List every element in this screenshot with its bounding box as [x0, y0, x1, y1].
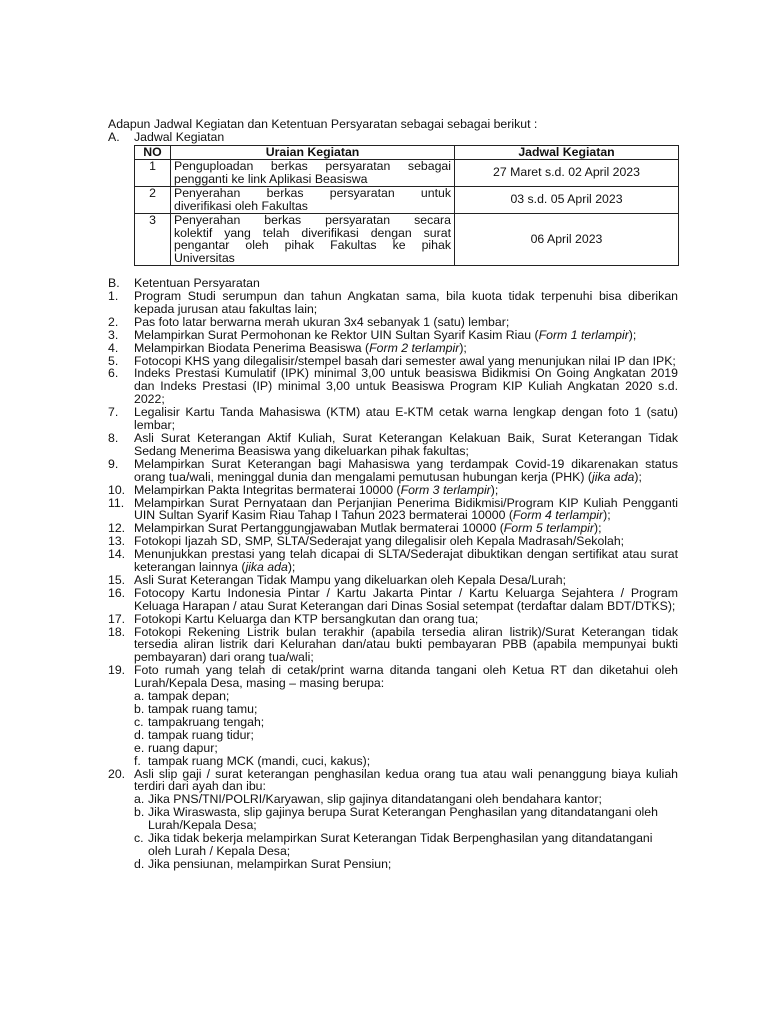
- requirement-number: 1.: [108, 289, 119, 303]
- requirement-number: 4.: [108, 340, 119, 355]
- sub-item-text: Jika Wiraswasta, slip gajinya berupa Surat Keterangan Penghasilan yang ditandatangani oleh Lurah/Kepala Desa;: [148, 805, 658, 833]
- requirement-number: 2.: [108, 314, 119, 329]
- requirement-number: 15.: [108, 572, 126, 587]
- row-description: [171, 160, 455, 187]
- section-a-label: A.: [108, 129, 120, 144]
- row-description: [171, 213, 455, 266]
- requirement-segment: Menunjukkan prestasi yang telah dicapai di SLTA/Sederajat dibuktikan dengan sertifikat atau surat keterangan lainnya (: [134, 547, 678, 575]
- section-b-title: Ketentuan Persyaratan: [134, 276, 260, 290]
- sub-item-text: tampak ruang tamu;: [148, 702, 258, 716]
- requirement-text: [134, 432, 678, 458]
- requirement-segment: Fotocopi KHS yang dilegalisir/stempel basah dari semester awal yang menunjukan nilai IP dan IPK;: [134, 353, 676, 368]
- requirement-segment: Legalisir Kartu Tanda Mahasiswa (KTM) atau E-KTM cetak warna lengkap dengan foto 1 (satu) lembar;: [134, 405, 678, 433]
- requirement-segment: Melampirkan Surat Pernyataan dan Perjanjian Penerima Bidikmisi/Program KIP Kuliah Pengganti UIN Sultan Syarif Kasim Riau Tahap I Tahun 2023 bermaterai 10000 (: [134, 495, 678, 523]
- requirement-segment: Melampirkan Pakta Integritas bermaterai 10000 (: [134, 482, 401, 497]
- sub-item-letter: d.: [134, 727, 145, 742]
- requirement-number: 7.: [108, 405, 119, 420]
- requirement-text: [134, 768, 678, 794]
- sub-item-letter: b.: [134, 805, 145, 820]
- requirement-number: 6.: [108, 366, 119, 381]
- sub-item-text: Jika PNS/TNI/POLRI/Karyawan, slip gajinya ditandatangani oleh bendahara kantor;: [148, 792, 602, 807]
- requirement-item: [108, 587, 678, 613]
- requirement-segment: );: [628, 327, 637, 342]
- schedule-table: [134, 145, 679, 266]
- requirement-segment: Fotokopi Ijazah SD, SMP, SLTA/Sederajat yang dilegalisir oleh Kepala Madrasah/Sekolah;: [134, 534, 625, 549]
- requirement-segment: Fotocopy Kartu Indonesia Pintar / Kartu Jakarta Pintar / Kartu Keluarga Sejahtera / Program Keluaga Harapan / atau Surat Keterangan dari Dinas Sosial setempat (terdaftar dalam BDT/DTKS);: [134, 585, 678, 613]
- requirement-item: [108, 548, 678, 574]
- schedule-row: [135, 186, 679, 213]
- requirement-number: 17.: [108, 611, 126, 626]
- requirement-number: 9.: [108, 456, 119, 471]
- requirement-item: [108, 290, 678, 316]
- requirement-segment: );: [594, 521, 602, 536]
- header-jadwal: Jadwal Kegiatan: [455, 146, 679, 160]
- description-line: Penyerahan berkas persyaratan untuk: [174, 185, 451, 200]
- requirement-item: [108, 432, 678, 458]
- row-schedule: 06 April 2023: [455, 213, 679, 266]
- requirement-segment: );: [634, 469, 642, 484]
- requirement-item: [108, 406, 678, 432]
- requirement-number: 10.: [108, 482, 126, 497]
- requirement-segment: Asli Surat Keterangan Tidak Mampu yang dikeluarkan oleh Kepala Desa/Lurah;: [134, 572, 567, 587]
- requirement-text: [134, 458, 678, 484]
- sub-item-text: tampak ruang tidur;: [148, 727, 254, 742]
- requirement-segment: Foto rumah yang telah di cetak/print warna ditanda tangani oleh Ketua RT dan diketahui oleh Lurah/Kepala Desa, masing – masing berupa:: [134, 663, 678, 691]
- requirement-emphasis: Form 2 terlampir: [369, 340, 460, 355]
- sub-item-text: tampak ruang MCK (mandi, cuci, kakus);: [148, 753, 371, 768]
- sub-item-letter: c.: [134, 831, 144, 846]
- requirement-segment: Fotokopi Rekening Listrik bulan terakhir (apabila tersedia aliran listrik)/Surat Keterangan tidak tersedia aliran listrik dari Kelurahan dan/atau bukti pembayaran PBB (apabila mempunyai bukti pembayaran) dari orang tua/wali;: [134, 624, 678, 665]
- sub-item: [108, 729, 678, 742]
- sub-item-text: tampak depan;: [148, 689, 230, 704]
- schedule-row: [135, 160, 679, 187]
- requirement-number: 20.: [108, 766, 126, 781]
- requirement-item: [108, 367, 678, 406]
- requirement-text: [134, 290, 678, 316]
- sub-item-letter: a.: [134, 689, 145, 704]
- header-uraian: Uraian Kegiatan: [171, 146, 455, 160]
- requirement-item: [108, 458, 678, 484]
- sub-item-letter: a.: [134, 792, 145, 807]
- requirement-emphasis: jika ada: [592, 469, 635, 484]
- requirement-number: 8.: [108, 430, 119, 445]
- intro-text: Adapun Jadwal Kegiatan dan Ketentuan Persyaratan sebagai sebagai berikut :: [108, 117, 538, 131]
- description-line: pengganti ke link Aplikasi Beasiswa: [174, 171, 368, 186]
- requirement-segment: Melampirkan Surat Permohonan ke Rektor UIN Sultan Syarif Kasim Riau (: [134, 327, 539, 342]
- section-a-heading: [108, 131, 678, 144]
- requirement-segment: Pas foto latar berwarna merah ukuran 3x4 sebanyak 1 (satu) lembar;: [134, 314, 510, 329]
- row-number: 3: [135, 213, 171, 266]
- description-line: Penguploadan berkas persyaratan sebagai: [174, 159, 451, 173]
- sub-item: [108, 742, 678, 755]
- requirement-text: [134, 587, 678, 613]
- requirement-segment: Asli Surat Keterangan Aktif Kuliah, Surat Keterangan Kelakuan Baik, Surat Keterangan Tidak Sedang Menerima Beasiswa yang dikeluarkan pihak fakultas;: [134, 430, 678, 458]
- requirement-number: 14.: [108, 547, 126, 562]
- description-line: kolektif yang telah diverifikasi dengan surat: [174, 225, 451, 240]
- sub-item-letter: d.: [134, 856, 145, 871]
- row-schedule: 27 Maret s.d. 02 April 2023: [455, 160, 679, 187]
- requirements-list: [108, 290, 678, 871]
- sub-item: [108, 703, 678, 716]
- requirement-item: [108, 497, 678, 523]
- row-description: [171, 186, 455, 213]
- description-line: Universitas: [174, 251, 235, 266]
- requirement-emphasis: jika ada: [245, 560, 288, 575]
- sub-item-letter: f.: [134, 753, 141, 768]
- sub-item: [108, 832, 678, 858]
- sub-item: [108, 858, 678, 871]
- requirement-number: 18.: [108, 624, 126, 639]
- section-b-heading: [108, 277, 678, 290]
- requirement-segment: Melampirkan Biodata Penerima Beasiswa (: [134, 340, 370, 355]
- row-number: 1: [135, 160, 171, 187]
- requirement-text: [134, 367, 678, 406]
- requirement-text: [134, 626, 678, 665]
- requirement-emphasis: Form 5 terlampir: [503, 521, 594, 536]
- sub-item-text: ruang dapur;: [148, 740, 218, 755]
- sub-item-letter: b.: [134, 702, 145, 716]
- description-line: pengantar oleh pihak Fakultas ke pihak: [174, 238, 451, 253]
- requirement-segment: );: [287, 560, 296, 575]
- requirement-segment: Melampirkan Surat Keterangan bagi Mahasiswa yang terdampak Covid-19 dikarenakan status orang tua/wali, meninggal dunia dan mengalami pemutusan hubungan kerja (PHK) (: [134, 456, 678, 484]
- requirement-text: [134, 548, 678, 574]
- requirement-segment: );: [603, 508, 611, 523]
- requirement-number: 11.: [108, 495, 125, 510]
- sub-item-text: tampakruang tengah;: [148, 714, 265, 729]
- requirement-text: [134, 406, 678, 432]
- sub-item-text: Jika pensiunan, melampirkan Surat Pensiun;: [148, 856, 392, 871]
- requirement-text: [134, 497, 678, 523]
- requirement-number: 3.: [108, 327, 119, 342]
- requirement-number: 13.: [108, 534, 126, 549]
- sub-item-letter: c.: [134, 714, 144, 729]
- row-number: 2: [135, 186, 171, 213]
- requirement-emphasis: Form 1 terlampir: [538, 327, 629, 342]
- schedule-header-row: [135, 146, 679, 160]
- section-b-label: B.: [108, 276, 120, 290]
- requirement-text: [134, 664, 678, 690]
- requirement-number: 5.: [108, 353, 119, 368]
- requirement-segment: );: [490, 482, 499, 497]
- description-line: Penyerahan berkas persyaratan secara: [174, 212, 451, 227]
- requirement-item: [108, 664, 678, 690]
- intro-block: [108, 118, 678, 144]
- requirement-number: 16.: [108, 585, 126, 600]
- requirement-item: [108, 768, 678, 794]
- requirement-emphasis: Form 4 terlampir: [512, 508, 604, 523]
- requirement-segment: );: [459, 340, 467, 355]
- sub-item-letter: e.: [134, 740, 145, 755]
- requirement-segment: Fotokopi Kartu Keluarga dan KTP bersangkutan dan orang tua;: [134, 611, 479, 626]
- description-line: diverifikasi oleh Fakultas: [174, 198, 308, 213]
- sub-item: [108, 716, 678, 729]
- schedule-row: [135, 213, 679, 266]
- requirement-segment: Melampirkan Surat Pertanggungjawaban Mutlak bermaterai 10000 (: [134, 521, 504, 536]
- requirement-item: [108, 626, 678, 665]
- sub-item: [108, 806, 678, 832]
- requirement-segment: Indeks Prestasi Kumulatif (IPK) minimal 3,00 untuk beasiswa Bidikmisi On Going Angkatan 2019 dan Indeks Prestasi (IP) minimal 3,00 untuk Beasiswa Program KIP Kuliah Angkatan 2020 s.d. 2022;: [134, 366, 678, 407]
- row-schedule: 03 s.d. 05 April 2023: [455, 186, 679, 213]
- requirement-segment: Asli slip gaji / surat keterangan penghasilan kedua orang tua atau wali penanggung biaya kuliah terdiri dari ayah dan ibu:: [134, 766, 678, 794]
- sub-item-text: Jika tidak bekerja melampirkan Surat Keterangan Tidak Berpenghasilan yang ditandatangani oleh Lurah / Kepala Desa;: [148, 831, 653, 858]
- requirement-emphasis: Form 3 terlampir: [400, 482, 491, 497]
- requirement-number: 12.: [108, 521, 126, 536]
- requirement-segment: Program Studi serumpun dan tahun Angkatan sama, bila kuota tidak terpenuhi bisa diberikan kepada jurusan atau fakultas lain;: [134, 289, 678, 316]
- section-a-title: Jadwal Kegiatan: [134, 129, 225, 144]
- header-no: NO: [135, 146, 171, 160]
- requirement-number: 19.: [108, 663, 126, 678]
